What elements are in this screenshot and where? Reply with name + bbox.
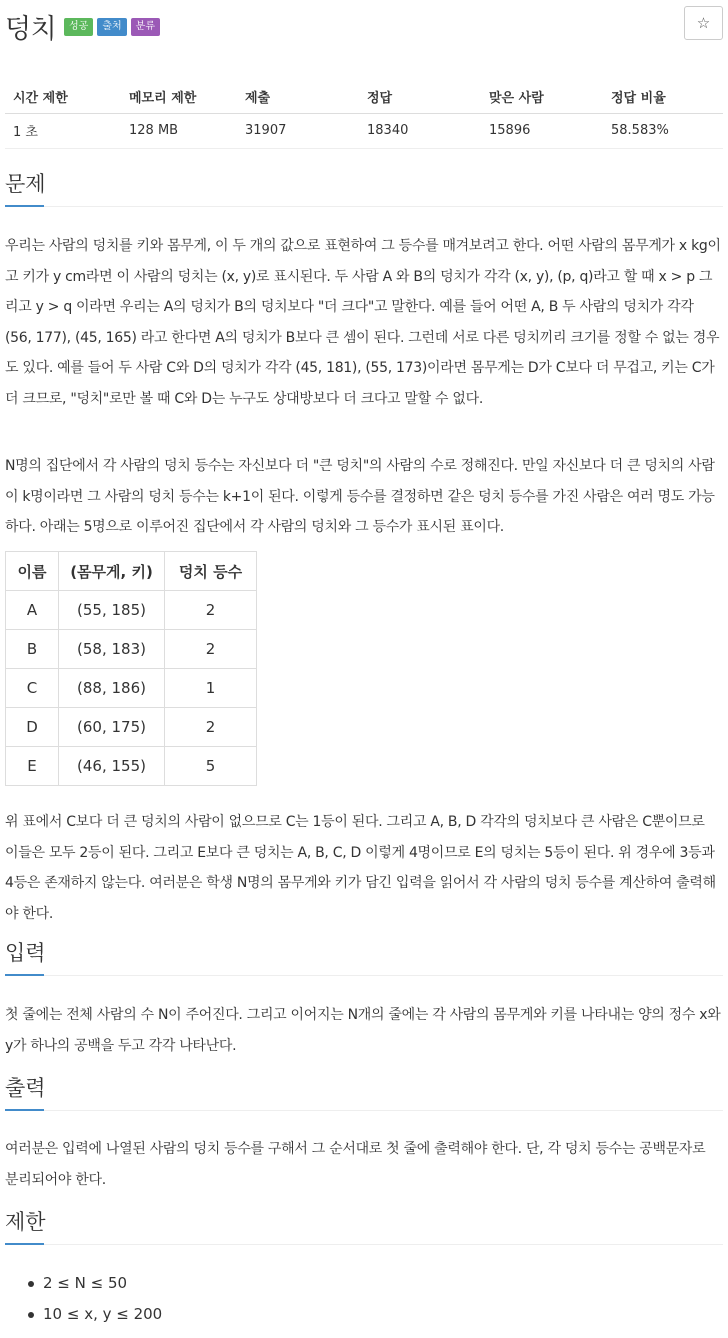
problem-header	[5, 4, 723, 45]
cell-size: (88, 186)	[59, 669, 165, 708]
section-divider	[5, 206, 723, 207]
cell-name: B	[6, 630, 59, 669]
star-icon: ☆	[696, 14, 711, 32]
output-paragraph: 여러분은 입력에 나열된 사람의 덩치 등수를 구해서 그 순서대로 첫 줄에 출력해야 한다. 단, 각 덩치 등수는 공백문자로 분리되어야 한다.	[5, 1141, 706, 1188]
badge-category[interactable]: 분류	[131, 18, 160, 36]
favorite-star-button[interactable]	[684, 6, 723, 40]
section-accent	[5, 205, 44, 207]
problem-paragraph-1: 우리는 사람의 덩치를 키와 몸무게, 이 두 개의 값으로 표현하여 그 등수를 매겨보려고 한다. 어떤 사람의 몸무게가 x kg이고 키가 y cm라면 이 사람의 덩치는 (x, y)로 표시된다. 두 사람 A 와 B의 덩치가 각각 (x, y), (p, q)라고 할 때 x > p 그리고 y > q 이라면 우리는 A의 덩치가 B의 덩치보다 "더 크다"고 말한다. 예를 들어 어떤 A, B 두 사람의 덩치가 각각 (56, 177), (45, 165) 라고 한다면 A의 덩치가 B보다 큰 셈이 된다. 그런데 서로 다른 덩치끼리 크기를 정할 수 없는 경우도 있다. 예를 들어 두 사람 C와 D의 덩치가 각각 (45, 181), (55, 173)이라면 몸무게는 D가 C보다 더 무겁고, 키는 C가 더 크므로, "덩치"로만 볼 때 C와 D는 누구도 상대방보다 더 크다고 말할 수 없다.	[5, 238, 721, 407]
section-divider	[5, 975, 723, 976]
info-header: 정답	[359, 80, 481, 113]
info-value: 31907	[237, 113, 359, 148]
info-header: 시간 제한	[5, 80, 121, 113]
table-row	[6, 708, 257, 747]
cell-size: (55, 185)	[59, 591, 165, 630]
cell-name: E	[6, 747, 59, 786]
info-header-row	[5, 80, 723, 113]
section-title: 제한	[5, 1210, 46, 1234]
table-row	[6, 747, 257, 786]
info-value: 1 초	[5, 113, 121, 148]
section-limit-heading	[5, 1206, 723, 1236]
limit-list	[5, 1268, 162, 1330]
cell-rank: 2	[165, 708, 257, 747]
example-header: 덩치 등수	[165, 552, 257, 591]
badge-source[interactable]: 출처	[97, 18, 126, 36]
cell-rank: 2	[165, 630, 257, 669]
section-title: 문제	[5, 172, 46, 196]
section-divider	[5, 1244, 723, 1245]
info-value: 18340	[359, 113, 481, 148]
problem-title: 덩치	[5, 14, 57, 45]
info-header: 메모리 제한	[121, 80, 237, 113]
section-title: 출력	[5, 1076, 46, 1100]
section-problem-heading	[5, 168, 723, 198]
section-accent	[5, 1109, 44, 1111]
problem-paragraph-3: 위 표에서 C보다 더 큰 덩치의 사람이 없으므로 C는 1등이 된다. 그리고 A, B, D 각각의 덩치보다 큰 사람은 C뿐이므로 이들은 모두 2등이 된다. 그리고 E보다 큰 덩치는 A, B, C, D 이렇게 4명이므로 E의 덩치는 5등이 된다. 위 경우에 3등과 4등은 존재하지 않는다. 여러분은 학생 N명의 몸무게와 키가 담긴 입력을 읽어서 각 사람의 덩치 등수를 계산하여 출력해야 한다.	[5, 814, 716, 922]
example-header-row	[6, 552, 257, 591]
section-accent	[5, 974, 44, 976]
cell-size: (58, 183)	[59, 630, 165, 669]
info-value: 15896	[481, 113, 603, 148]
table-row	[6, 630, 257, 669]
info-value-row	[5, 113, 723, 148]
cell-size: (60, 175)	[59, 708, 165, 747]
list-item: 2 ≤ N ≤ 50	[5, 1268, 162, 1299]
cell-name: D	[6, 708, 59, 747]
table-row	[6, 591, 257, 630]
cell-name: A	[6, 591, 59, 630]
badge-success[interactable]: 성공	[64, 18, 93, 36]
info-header: 정답 비율	[603, 80, 723, 113]
table-row	[6, 669, 257, 708]
cell-rank: 5	[165, 747, 257, 786]
input-paragraph: 첫 줄에는 전체 사람의 수 N이 주어진다. 그리고 이어지는 N개의 줄에는 각 사람의 몸무게와 키를 나타내는 양의 정수 x와 y가 하나의 공백을 두고 각각 나타난다.	[5, 1007, 721, 1054]
cell-rank: 1	[165, 669, 257, 708]
info-header: 맞은 사람	[481, 80, 603, 113]
example-header: (몸무게, 키)	[59, 552, 165, 591]
info-value: 128 MB	[121, 113, 237, 148]
info-header: 제출	[237, 80, 359, 113]
info-value: 58.583%	[603, 113, 723, 148]
section-input-heading	[5, 937, 723, 967]
example-table	[5, 551, 257, 786]
problem-paragraph-2: N명의 집단에서 각 사람의 덩치 등수는 자신보다 더 "큰 덩치"의 사람의 수로 정해진다. 만일 자신보다 더 큰 덩치의 사람이 k명이라면 그 사람의 덩치 등수는 k+1이 된다. 이렇게 등수를 결정하면 같은 덩치 등수를 가진 사람은 여러 명도 가능하다. 아래는 5명으로 이루어진 집단에서 각 사람의 덩치와 그 등수가 표시된 표이다.	[5, 458, 715, 535]
list-item: 10 ≤ x, y ≤ 200	[5, 1299, 162, 1330]
cell-name: C	[6, 669, 59, 708]
section-output-heading	[5, 1072, 723, 1102]
section-divider	[5, 1110, 723, 1111]
problem-info-table	[5, 80, 723, 149]
example-header: 이름	[6, 552, 59, 591]
badge-group	[64, 18, 160, 36]
cell-size: (46, 155)	[59, 747, 165, 786]
section-accent	[5, 1243, 44, 1245]
section-title: 입력	[5, 941, 46, 965]
cell-rank: 2	[165, 591, 257, 630]
